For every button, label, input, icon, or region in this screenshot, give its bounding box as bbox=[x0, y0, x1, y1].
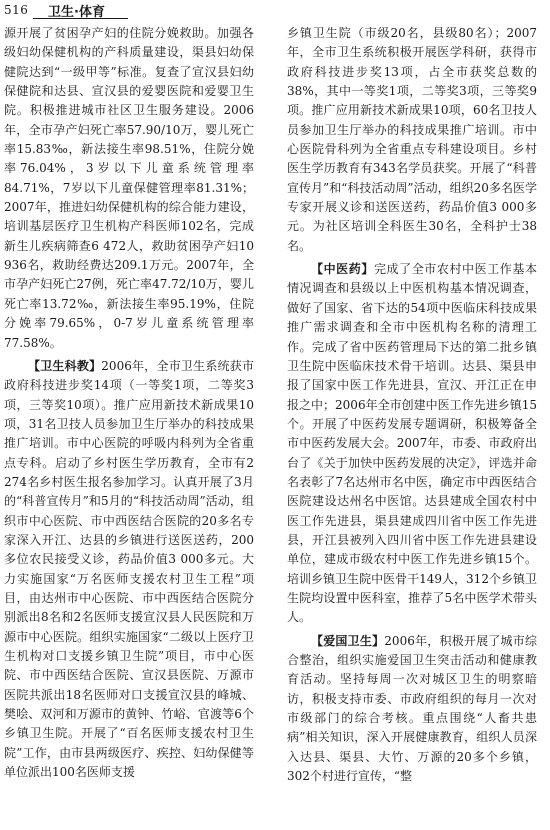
page-header bbox=[0, 0, 550, 22]
left-column bbox=[4, 24, 254, 782]
page-number: 516 bbox=[4, 3, 29, 17]
header-rule bbox=[33, 18, 128, 19]
section-body-chinese-medicine: 完成了全市农村中医工作基本情况调查和县级以上中医机构基本情况调查，做好了国家、省下达的54项中医临床科技成果推广需求调查和全市中医机构名称的清理工作。完成了省中医药管理局下达的第二批乡镇卫生院中医临床技术骨干培训。达县、渠县申报了国家中医工作先进县，宣汉、开江正在申报之中；2006年全市创建中医工作先进乡镇15个。开展了中医药发展专题调研，积极筹备全市中医药发展大会。2007年，市委、市政府出台了《关于加快中医药发展的决定》，评选并命名表彰了7名达州市名中医，确定市中西医结合医院建设达州名中医馆。达县建成全国农村中医工作先进县，渠县建成四川省中医工作先进县，开江县被列入四川省中医工作先进县建设单位，建成市级农村中医工作先进乡镇15个。培训乡镇卫生院中医骨干149人，312个乡镇卫生院均设置中医科室，推荐了5名中医学术带头人。 bbox=[287, 262, 537, 625]
section-title-patriotic-health: 【爱国卫生】 bbox=[311, 633, 385, 648]
section-health-science-education bbox=[4, 357, 254, 783]
running-head: 卫生·体育 bbox=[48, 5, 105, 20]
section-title-chinese-medicine: 【中医药】 bbox=[311, 262, 374, 277]
section-body-patriotic-health: 2006年，积极开展了城市综合整治，组织实施爱国卫生突击活动和健康教育活动。坚持每周一次对城区卫生的明察暗访，积极支持市委、市政府组织的每月一次对市级部门的综合考核。重点围绕“人畜共患病”相关知识，深入开展健康教育，组织人员深入达县、渠县、大竹、万源的20多个乡镇，302个村进行宣传，“整 bbox=[287, 633, 537, 784]
right-column bbox=[287, 24, 537, 786]
left-paragraph-1: 源开展了贫困孕产妇的住院分娩救助。加强各级妇幼保健机构的产科质量建设，渠县妇幼保健院达到“一级甲等”标准。复查了宣汉县妇幼保健院和达县、宣汉县的爱婴医院和爱婴卫生院。积极推进城市社区卫生服务建设。2006年，全市孕产妇死亡率57.90/10万，婴儿死亡率15.83‰，新法接生率98.51%，住院分娩率76.04%，3岁以下儿童系统管理率84.71%，7岁以下儿童保健管理率81.31%；2007年，推进妇幼保健机构的综合能力建设，培训基层医疗卫生机构产科医师102名，完成新生儿疾病筛查6 472人，救助贫困孕产妇10 936名，救助经费达209.1万元。2007年，全市孕产妇死亡27例，死亡率47.72/10万，婴儿死亡率13.72‰，新法接生率95.19%，住院分娩率79.65%，0-7岁儿童系统管理率77.58%。 bbox=[4, 26, 254, 350]
right-paragraph-1: 乡镇卫生院（市级20名，县级80名）；2007年，全市卫生系统积极开展医学科研，获得市政府科技进步奖13项，占全市获奖总数的38%，其中一等奖1项，二等奖3项，三等奖9项。推广应用新技术新成果10项，60名卫技人员参加卫生厅举办的科技成果推广培训。市中心医院骨科列为全省重点专科建设项目。乡村医生学历教育有343名学员获奖。开展了“科普宣传月”和“科技活动周”活动，组织20多名医学专家开展义诊和送医送药，药品价值3 000多元。为社区培训全科医生30名，全科护士38名。 bbox=[287, 26, 537, 253]
section-patriotic-health bbox=[287, 632, 537, 787]
section-chinese-medicine bbox=[287, 260, 537, 628]
section-body-health-science-education: 2006年，全市卫生系统获市政府科技进步奖14项（一等奖1项，二等奖3项，三等奖10项）。推广应用新技术新成果10项，31名卫技人员参加卫生厅举办的科技成果推广培训。市中心医院的呼吸内科列为全省重点专科。启动了乡村医生学历教育，全市有2 274名乡村医生报名参加学习。认真开展了3月的“科普宣传月”和5月的“科技活动周”活动，组织市中心医院、市中西医结合医院的20多名专家深入开江、达县的乡镇进行送医送药，200多位农民接受义诊，药品价值3 000多元。大力实施国家“万名医师支援农村卫生工程”项目，由达州市中心医院、市中西医结合医院分别派出8名和2名医师支援宣汉县人民医院和万源市中心医院。组织实施国家“二级以上医疗卫生机构对口支援乡镇卫生院”项目，市中心医院、市中西医结合医院、宣汉县医院、万源市医院共派出18名医师对口支援宣汉县的峰城、樊哙、双河和万源市的黄钟、竹峪、官渡等6个乡镇卫生院。开展了“百名医师支援农村卫生院”工作，由市县两级医疗、疾控、妇幼保健等单位派出100名医师支援 bbox=[4, 358, 254, 780]
section-title-health-science-education: 【卫生科教】 bbox=[28, 358, 102, 373]
